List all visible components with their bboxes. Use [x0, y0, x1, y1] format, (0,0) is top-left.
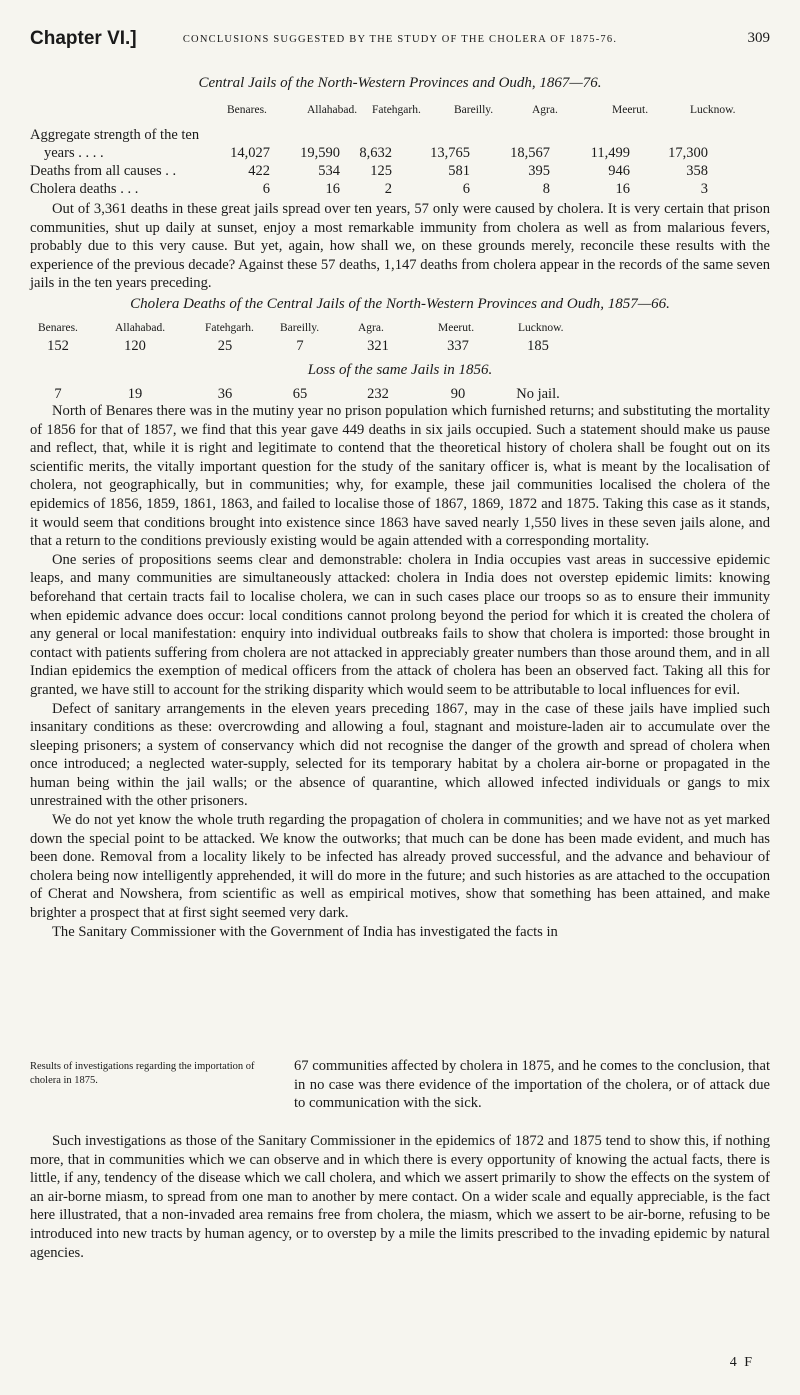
table2-value: 321 [367, 338, 389, 354]
table2-value-1856: 36 [217, 386, 233, 402]
table1-cell: 3 [700, 181, 708, 197]
table2-column-header: Agra. [358, 322, 384, 334]
table2-value-1856: 232 [367, 386, 389, 402]
table1-column-header: Fatehgarh. [372, 104, 421, 116]
table1-cell: 16 [615, 181, 630, 197]
table2-value: 152 [47, 338, 69, 354]
table2-value: 185 [527, 338, 549, 354]
table2-column-header: Fatehgarh. [205, 322, 254, 334]
table1-row-label: Deaths from all causes . . [30, 163, 177, 179]
table1-cell: 13,765 [430, 145, 470, 161]
table1-row-label: Cholera deaths . . . [30, 181, 139, 197]
table1-cell: 422 [248, 163, 270, 179]
table1-cell: 581 [448, 163, 470, 179]
table1-cell: 125 [370, 163, 392, 179]
table1-cell: 14,027 [230, 145, 270, 161]
paragraph-intro [30, 200, 770, 293]
table1-column-header: Agra. [532, 104, 558, 116]
paragraph: North of Benares there was in the mutiny year no prison population which furnished returns; and substituting the mortality of 1856 for that of 1857, we find that this year gave 449 deaths in six jails occupied. Such a statement should make us pause and reflect, that, while it is right and legitimate to contend that the theoretical history of cholera shall be fought out on its scientific merits, the vitally important question for the study of the sanitary officer is, what is meant by the localisation of cholera, not geographically, but in communities; why, for example, these jail communities localised the cholera of the epidemics of 1856, 1859, 1861, 1863, and failed to localise those of 1867, 1869, 1872 and 1875. Taking this case as it stands, it would seem that conditions brought into existence since 1863 have saved nearly 1,550 lives in these seven jails alone, and that a return to the conditions previously existing would be again attended with a corresponding mortality. [30, 403, 770, 550]
table1-cell: 6 [462, 181, 470, 197]
paragraph: The Sanitary Commissioner with the Government of India has investigated the facts in [52, 923, 558, 940]
main-body [30, 402, 770, 941]
paragraph: Such investigations as those of the Sanitary Commissioner in the epidemics of 1872 and 1875 tend to show this, if nothing more, that in communities which we can observe and in which there is every opportunity of knowing the actual facts, there is little, if any, tendency of the disease which we call cholera, and which we assert primarily to show the effects on the system of an air-borne miasm, to spread from one man to another by mere contact. On a wider scale and equally appreciable, is the fact here illustrated, that a non-invaded area remains free from cholera, the miasm, which we assert to be air-borne, refusing to be introduced into new tracts by human agency, or to overstep by a mile the limits prescribed to the invading epidemic by natural agencies. [30, 1133, 770, 1261]
signature-mark: 4 F [729, 1355, 754, 1370]
chapter-label: Chapter VI.] [30, 28, 137, 49]
table2-value: 337 [447, 338, 469, 354]
paragraph: We do not yet know the whole truth regarding the propagation of cholera in communities; and we have not as yet marked down the special point to be attacked. We know the outworks; that much can be done has been made evident, and much has been done. Removal from a locality likely to be infected has already proved successful, and the advance and behaviour of cholera being now intelligently apprehended, it will do more in the future; and such histories as are attached to the occupation of Cherat and Nowshera, from scientific as well as empirical motives, show that something has been attained, and make brighter a prospect that at first sight seemed very dark. [30, 812, 770, 922]
table2-value: 7 [296, 338, 304, 354]
table1-cell: 534 [318, 163, 340, 179]
table2-value-1856: 7 [54, 386, 62, 402]
table1-cell: 11,499 [590, 145, 630, 161]
running-title: CONCLUSIONS SUGGESTED BY THE STUDY OF THE CHOLERA OF 1875-76. [182, 34, 618, 45]
table1-cell: 395 [528, 163, 550, 179]
table2-column-header: Bareilly. [280, 322, 320, 334]
table2-value-1856: No jail. [516, 386, 560, 402]
paragraph: Defect of sanitary arrangements in the eleven years preceding 1867, may in the case of these jails have implied such insanitary conditions as these: overcrowding and allowing a foul, stagnant and moisture-laden air to accumulate over the sleeping prisoners; a system of conservancy which did not recognise the danger of the growth and spread of cholera when once introduced; a neglected water-supply, selected for its temporary habitat by a cholera air-borne or propagated in the human being within the jail walls; or the absence of quarantine, which allowed infected individuals or gangs to mix unrestrained with the other prisoners. [30, 700, 770, 810]
table2-title: Cholera Deaths of the Central Jails of the North-Western Provinces and Oudh, 1857—66. [130, 296, 670, 312]
table1-title: Central Jails of the North-Western Provinces and Oudh, 1867—76. [198, 75, 602, 91]
table1-column-header: Lucknow. [690, 104, 736, 116]
table1-cell: 8 [542, 181, 550, 197]
table1-cell: 17,300 [668, 145, 708, 161]
table2-subtitle: Loss of the same Jails in 1856. [307, 362, 493, 378]
table1-cell: 16 [325, 181, 340, 197]
table2-value-1856: 65 [292, 386, 308, 402]
page-number: 309 [747, 30, 770, 46]
table2-value-1856: 90 [450, 386, 466, 402]
margin-note: Results of investigations regarding the importation of cholera in 1875. [30, 1061, 255, 1086]
table1-cell: 6 [262, 181, 270, 197]
table2-column-header: Benares. [38, 322, 78, 334]
table2-column-header: Lucknow. [518, 322, 564, 334]
table2-column-header: Allahabad. [115, 322, 166, 334]
table2-column-header: Meerut. [438, 322, 475, 334]
paragraph: One series of propositions seems clear and demonstrable: cholera in India occupies vast areas in successive epidemic leaps, and many communities are simultaneously attacked: cholera in India does not overstep epidemic limits: knowing beforehand that certain tracts fail to localise cholera, we can in such cases place our troops so as to ensure their immunity when epidemic advance does occur: local conditions cannot prolong beyond the period for which it is created the cholera of any general or local manifestation: enquiry into individual outbreaks fails to show that cholera is imported: those brought in contact with patients suffering from cholera are not attacked in appreciably greater numbers than those around them, and in all Indian epidemics the exemption of medical officers from the attack of cholera has been an observed fact. Taking all this for granted, we have still to account for the striking disparity which would seem to be attributable to local influences for evil. [30, 551, 770, 698]
table1-cell: 18,567 [510, 145, 550, 161]
table2-value-1856: 19 [127, 386, 143, 402]
table1-cell: 2 [384, 181, 392, 197]
table1-row-label-line1: Aggregate strength of the ten [30, 127, 200, 143]
paragraph: Out of 3,361 deaths in these great jails spread over ten years, 57 only were caused by cholera. It is very certain that prison communities, shut up daily at sunset, enjoy a most remarkable immunity from cholera as well as from malarious fevers, probably due to this very cause. But yet, again, how shall we, on these grounds merely, reconcile these results with the experience of the previous decade? Against these 57 deaths, 1,147 deaths from cholera appear in the records of the same seven jails in the ten years preceding. [30, 201, 770, 292]
table1-column-header: Bareilly. [454, 104, 494, 116]
table1-cell: 358 [686, 163, 708, 179]
final-body [30, 1132, 770, 1262]
table1-row-label: years . . . . [44, 145, 104, 161]
table1-column-header: Meerut. [612, 104, 649, 116]
side-paragraph: 67 communities affected by cholera in 1875, and he comes to the conclusion, that in no case was there evidence of the importation of the cholera, or of attack due to communication with the sick. [294, 1058, 770, 1112]
table2-value: 120 [124, 338, 146, 354]
table1-cell: 8,632 [359, 145, 392, 161]
table1-cell: 19,590 [300, 145, 340, 161]
table1-column-header: Benares. [227, 104, 267, 116]
page-header [30, 28, 770, 58]
table2-value: 25 [217, 338, 233, 354]
table1-cell: 946 [608, 163, 630, 179]
table1-column-header: Allahabad. [307, 104, 358, 116]
